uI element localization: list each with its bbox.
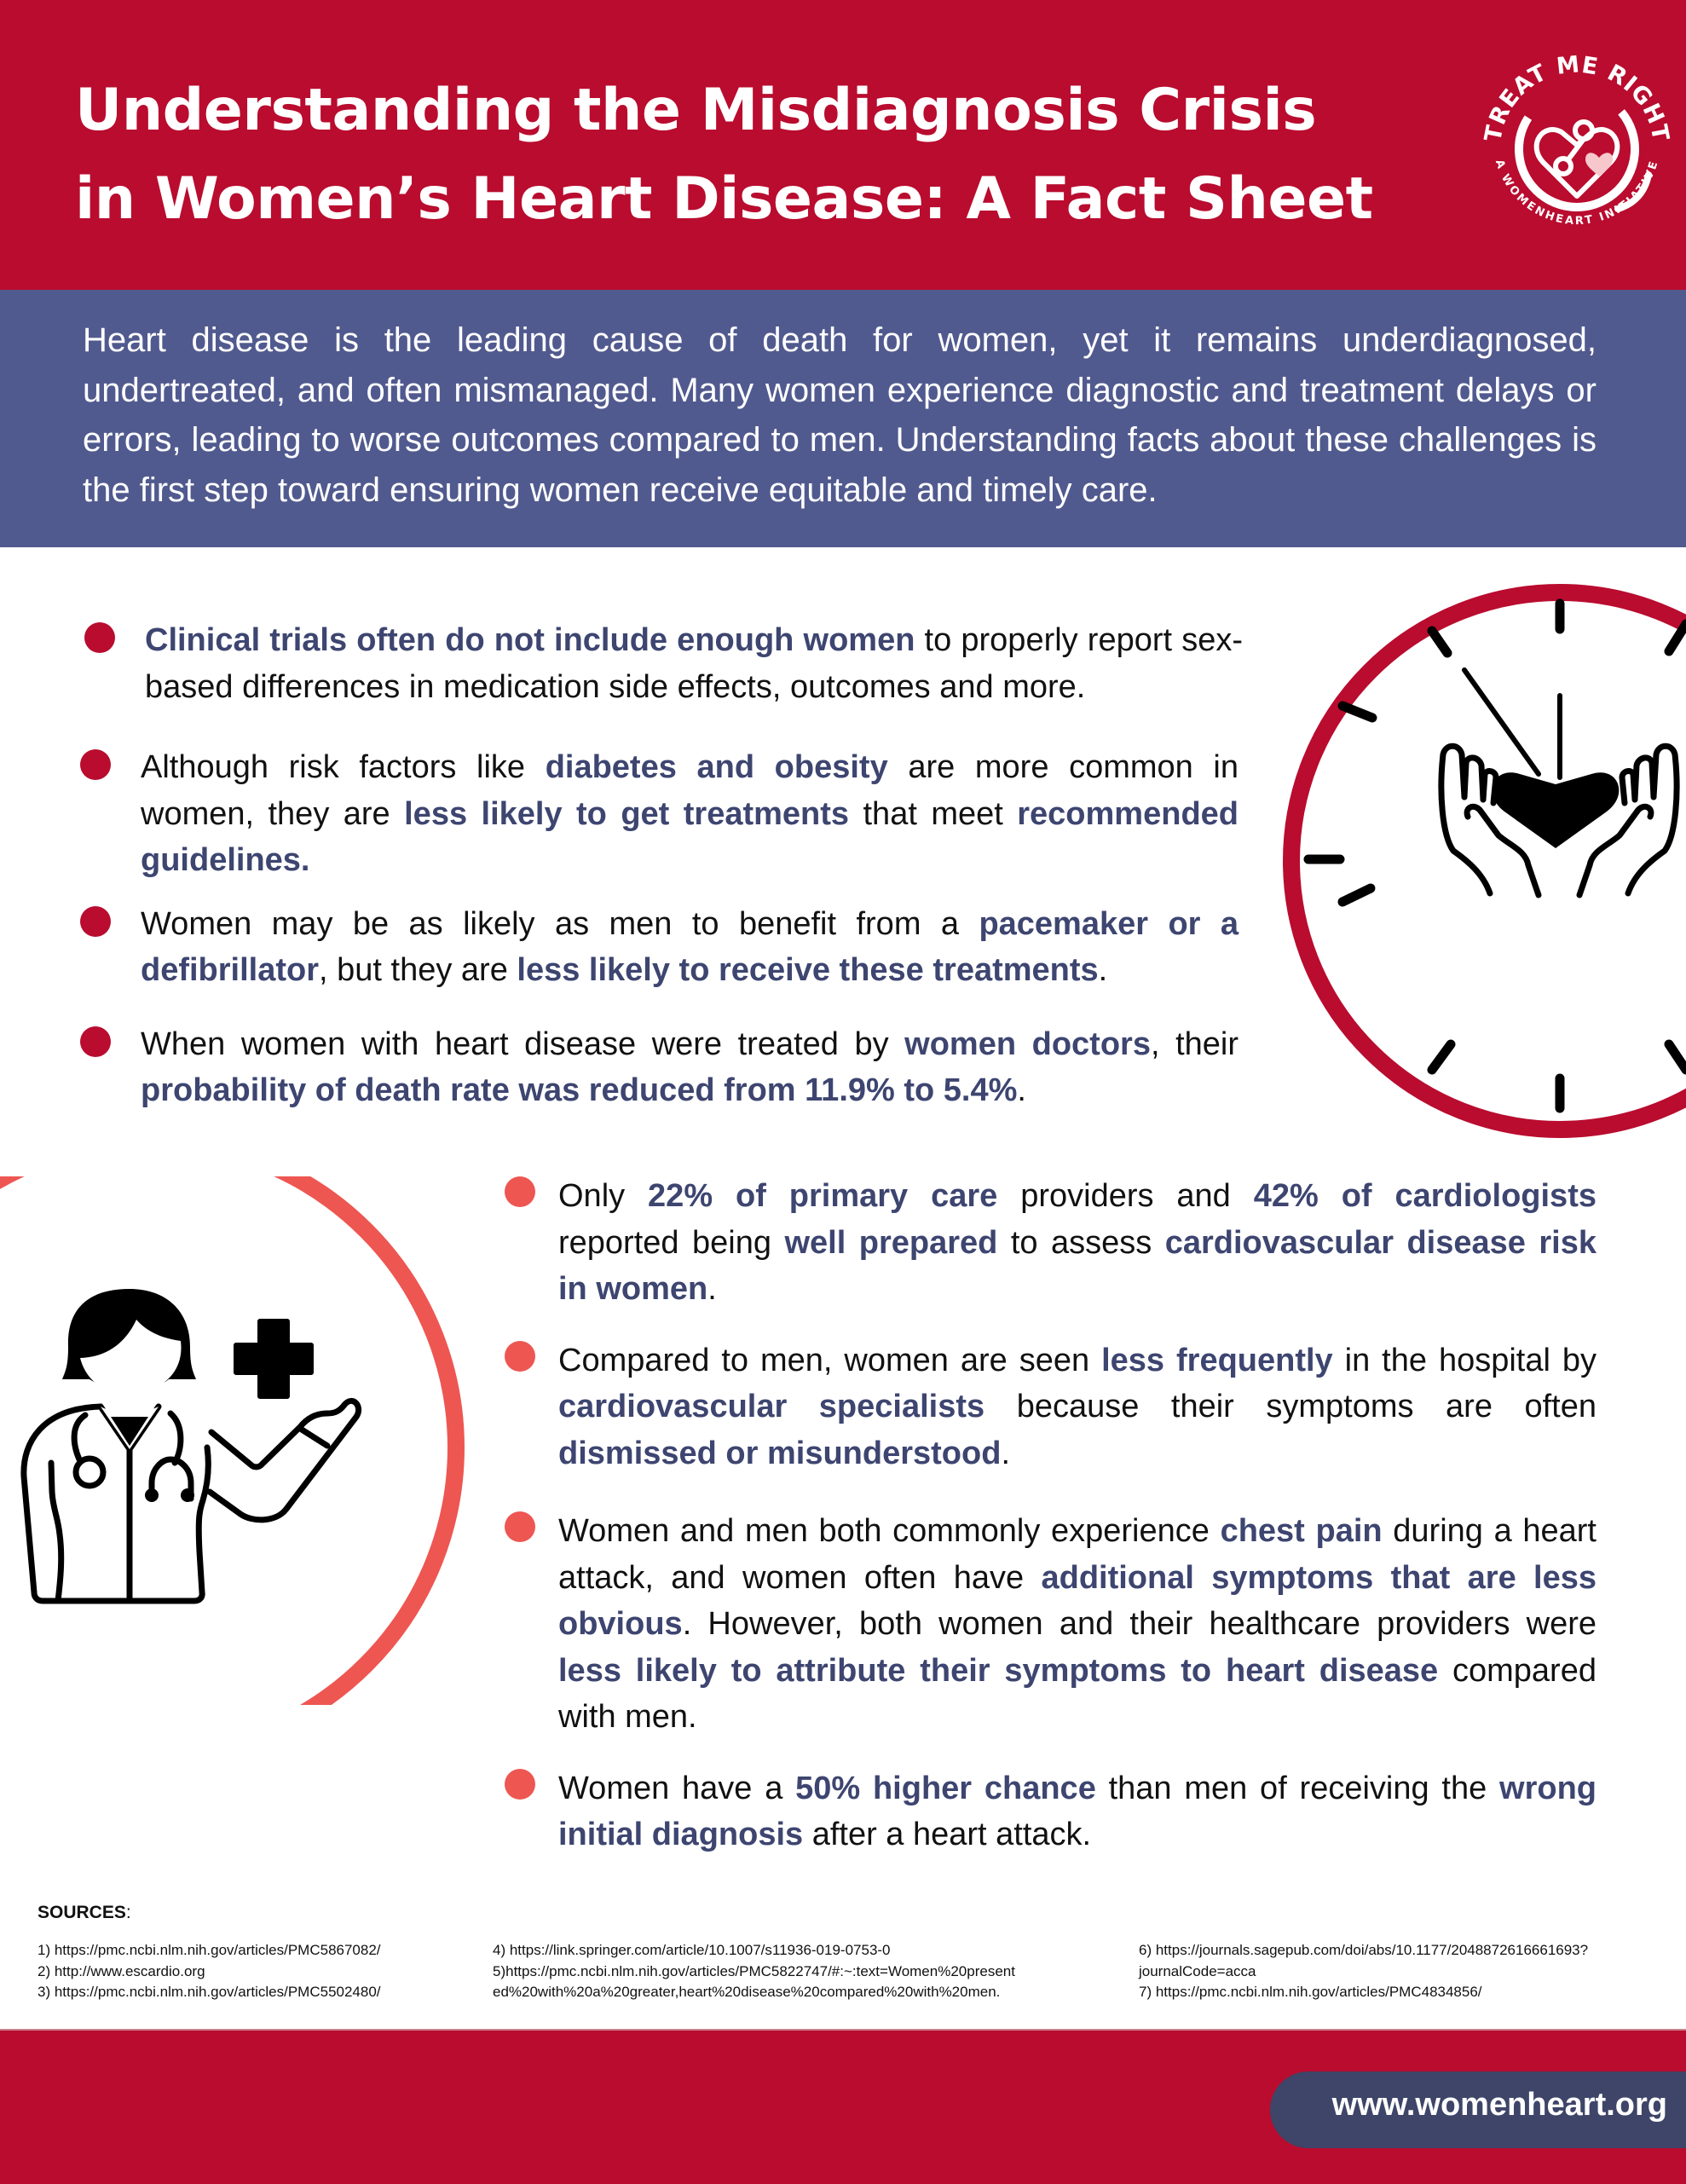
fact-item: [145, 617, 1243, 710]
highlight-text: cardiovascular disease risk in women: [558, 1224, 1597, 1307]
sources-section: [38, 1903, 1674, 2000]
highlight-text: dismissed or misunderstood: [558, 1435, 1002, 1471]
source-link[interactable]: 2) http://www.escardio.org: [38, 1962, 205, 1979]
sources-column-1: [38, 1940, 381, 2003]
bullet-dot-icon: [505, 1341, 535, 1372]
highlight-text: chest pain: [1220, 1513, 1383, 1549]
title-line-2: in Women’s Heart Disease: A Fact Sheet: [75, 165, 1373, 233]
highlight-text: additional symptoms that are less obvious: [558, 1559, 1597, 1642]
fact-text: reported being: [558, 1224, 785, 1261]
medical-cross-icon: [236, 1321, 311, 1396]
highlight-text: pacemaker or a defibrillator: [141, 905, 1239, 988]
fact-text: , their: [1150, 1026, 1239, 1062]
footer-banner: [0, 2029, 1686, 2184]
fact-text: to assess: [997, 1224, 1165, 1261]
highlight-text: cardiovascular specialists: [558, 1389, 985, 1424]
fact-text: , but they are: [319, 952, 517, 988]
fact-text: that meet: [849, 795, 1018, 832]
fact-text: Although risk factors like: [141, 749, 546, 785]
doctor-icon: [0, 1176, 494, 1705]
fact-text: after a heart attack.: [803, 1817, 1092, 1852]
header-banner: [0, 0, 1686, 290]
fact-item: [558, 1508, 1597, 1741]
intro-banner: [0, 290, 1686, 547]
fact-item: [141, 744, 1239, 884]
fact-text: .: [1001, 1435, 1011, 1471]
fact-item: [558, 1173, 1597, 1313]
source-link[interactable]: ed%20with%20a%20greater,heart%20disease%20compared%20with%20men.: [493, 1984, 1001, 2000]
facts-list-top: [141, 617, 1243, 1114]
fact-text: Women and men both commonly experience: [558, 1513, 1221, 1549]
source-link[interactable]: 7) https://pmc.ncbi.nlm.nih.gov/articles/PMC4834856/: [1139, 1984, 1482, 2000]
highlight-text: 42% of cardiologists: [1253, 1178, 1597, 1214]
sources-column-3: [1139, 1940, 1588, 2003]
facts-list-bottom: [558, 1173, 1597, 1858]
website-link[interactable]: [1270, 2071, 1686, 2148]
fact-text: .: [1017, 1072, 1026, 1108]
fact-text: .: [1098, 952, 1108, 988]
fact-text: . However, both women and their healthcare providers were: [682, 1606, 1597, 1642]
bullet-dot-icon: [84, 622, 115, 653]
fact-text: Women may be as likely as men to benefit from a: [141, 905, 979, 942]
source-link[interactable]: 5)https://pmc.ncbi.nlm.nih.gov/articles/PMC5822747/#:~:text=Women%20present: [493, 1962, 1015, 1979]
highlight-text: recommended guidelines.: [141, 795, 1239, 878]
fact-text: Only: [558, 1178, 649, 1214]
fact-text: to properly report sex-based differences in medication side effects, outcomes and more.: [145, 622, 1243, 705]
highlight-text: diabetes and obesity: [545, 749, 888, 785]
page-title: [75, 66, 1473, 244]
source-link[interactable]: 4) https://link.springer.com/article/10.1007/s11936-019-0753-0: [493, 1942, 891, 1958]
highlight-text: wrong initial diagnosis: [558, 1770, 1597, 1852]
source-link[interactable]: 1) https://pmc.ncbi.nlm.nih.gov/articles/PMC5867082/: [38, 1942, 381, 1958]
highlight-text: less frequently: [1101, 1342, 1333, 1378]
bullet-dot-icon: [80, 906, 111, 937]
fact-text: during a heart attack, and women often have: [558, 1513, 1597, 1596]
title-line-1: Understanding the Misdiagnosis Crisis: [75, 77, 1317, 144]
fact-text: than men of receiving the: [1095, 1770, 1500, 1806]
fact-item: [141, 901, 1239, 994]
source-link[interactable]: journalCode=acca: [1139, 1962, 1256, 1979]
highlight-text: Clinical trials often do not include enough women: [145, 622, 915, 658]
highlight-text: women doctors: [904, 1026, 1151, 1062]
sources-column-2: [493, 1940, 1015, 2003]
fact-text: compared with men.: [558, 1652, 1597, 1735]
fact-text: providers and: [997, 1178, 1254, 1214]
fact-text: in the hospital by: [1332, 1342, 1597, 1378]
highlight-text: less likely to attribute their symptoms to heart disease: [558, 1652, 1439, 1689]
highlight-text: 22% of primary care: [648, 1178, 998, 1214]
fact-item: [558, 1338, 1597, 1477]
fact-text: because their symptoms are often: [984, 1389, 1597, 1424]
bullet-dot-icon: [505, 1769, 535, 1800]
svg-text:TREAT ME RIGHT: TREAT ME RIGHT: [1480, 51, 1674, 144]
intro-text: Heart disease is the leading cause of death for women, yet it remains underdiagnosed, undertreated, and often mismanaged. Many women experience diagnostic and treatment delays or errors, leading to worse outcomes compared to men. Understanding facts about these challenges is the first step toward ensuring women receive equitable and timely care.: [83, 321, 1597, 509]
bullet-dot-icon: [505, 1176, 535, 1207]
highlight-text: less likely to get treatments: [404, 795, 850, 832]
highlight-text: well prepared: [784, 1224, 998, 1261]
fact-text: .: [707, 1271, 717, 1307]
fact-item: [558, 1765, 1597, 1858]
fact-text: Women have a: [558, 1770, 796, 1806]
fact-text: Compared to men, women are seen: [558, 1342, 1102, 1378]
bullet-dot-icon: [80, 1026, 111, 1057]
svg-text:A WOMENHEART INITIATIVE: A WOMENHEART INITIATIVE: [1492, 158, 1662, 228]
treat-me-right-logo: [1475, 47, 1679, 251]
fact-text: are more common in women, they are: [141, 749, 1239, 832]
fact-text: When women with heart disease were treated by: [141, 1026, 905, 1062]
source-link[interactable]: 6) https://journals.sagepub.com/doi/abs/10.1177/2048872616661693?: [1139, 1942, 1589, 1958]
clock-hands-heart-icon: [1279, 580, 1686, 1142]
source-link[interactable]: 3) https://pmc.ncbi.nlm.nih.gov/articles/PMC5502480/: [38, 1984, 381, 2000]
bullet-dot-icon: [505, 1511, 535, 1542]
highlight-text: 50% higher chance: [795, 1770, 1096, 1806]
sources-label: SOURCES:: [38, 1903, 131, 1922]
fact-item: [141, 1021, 1239, 1114]
highlight-text: probability of death rate was reduced from 11.9% to 5.4%: [141, 1072, 1018, 1108]
bullet-dot-icon: [80, 749, 111, 780]
website-url[interactable]: www.womenheart.org: [1331, 2087, 1667, 2123]
highlight-text: less likely to receive these treatments: [517, 952, 1099, 988]
